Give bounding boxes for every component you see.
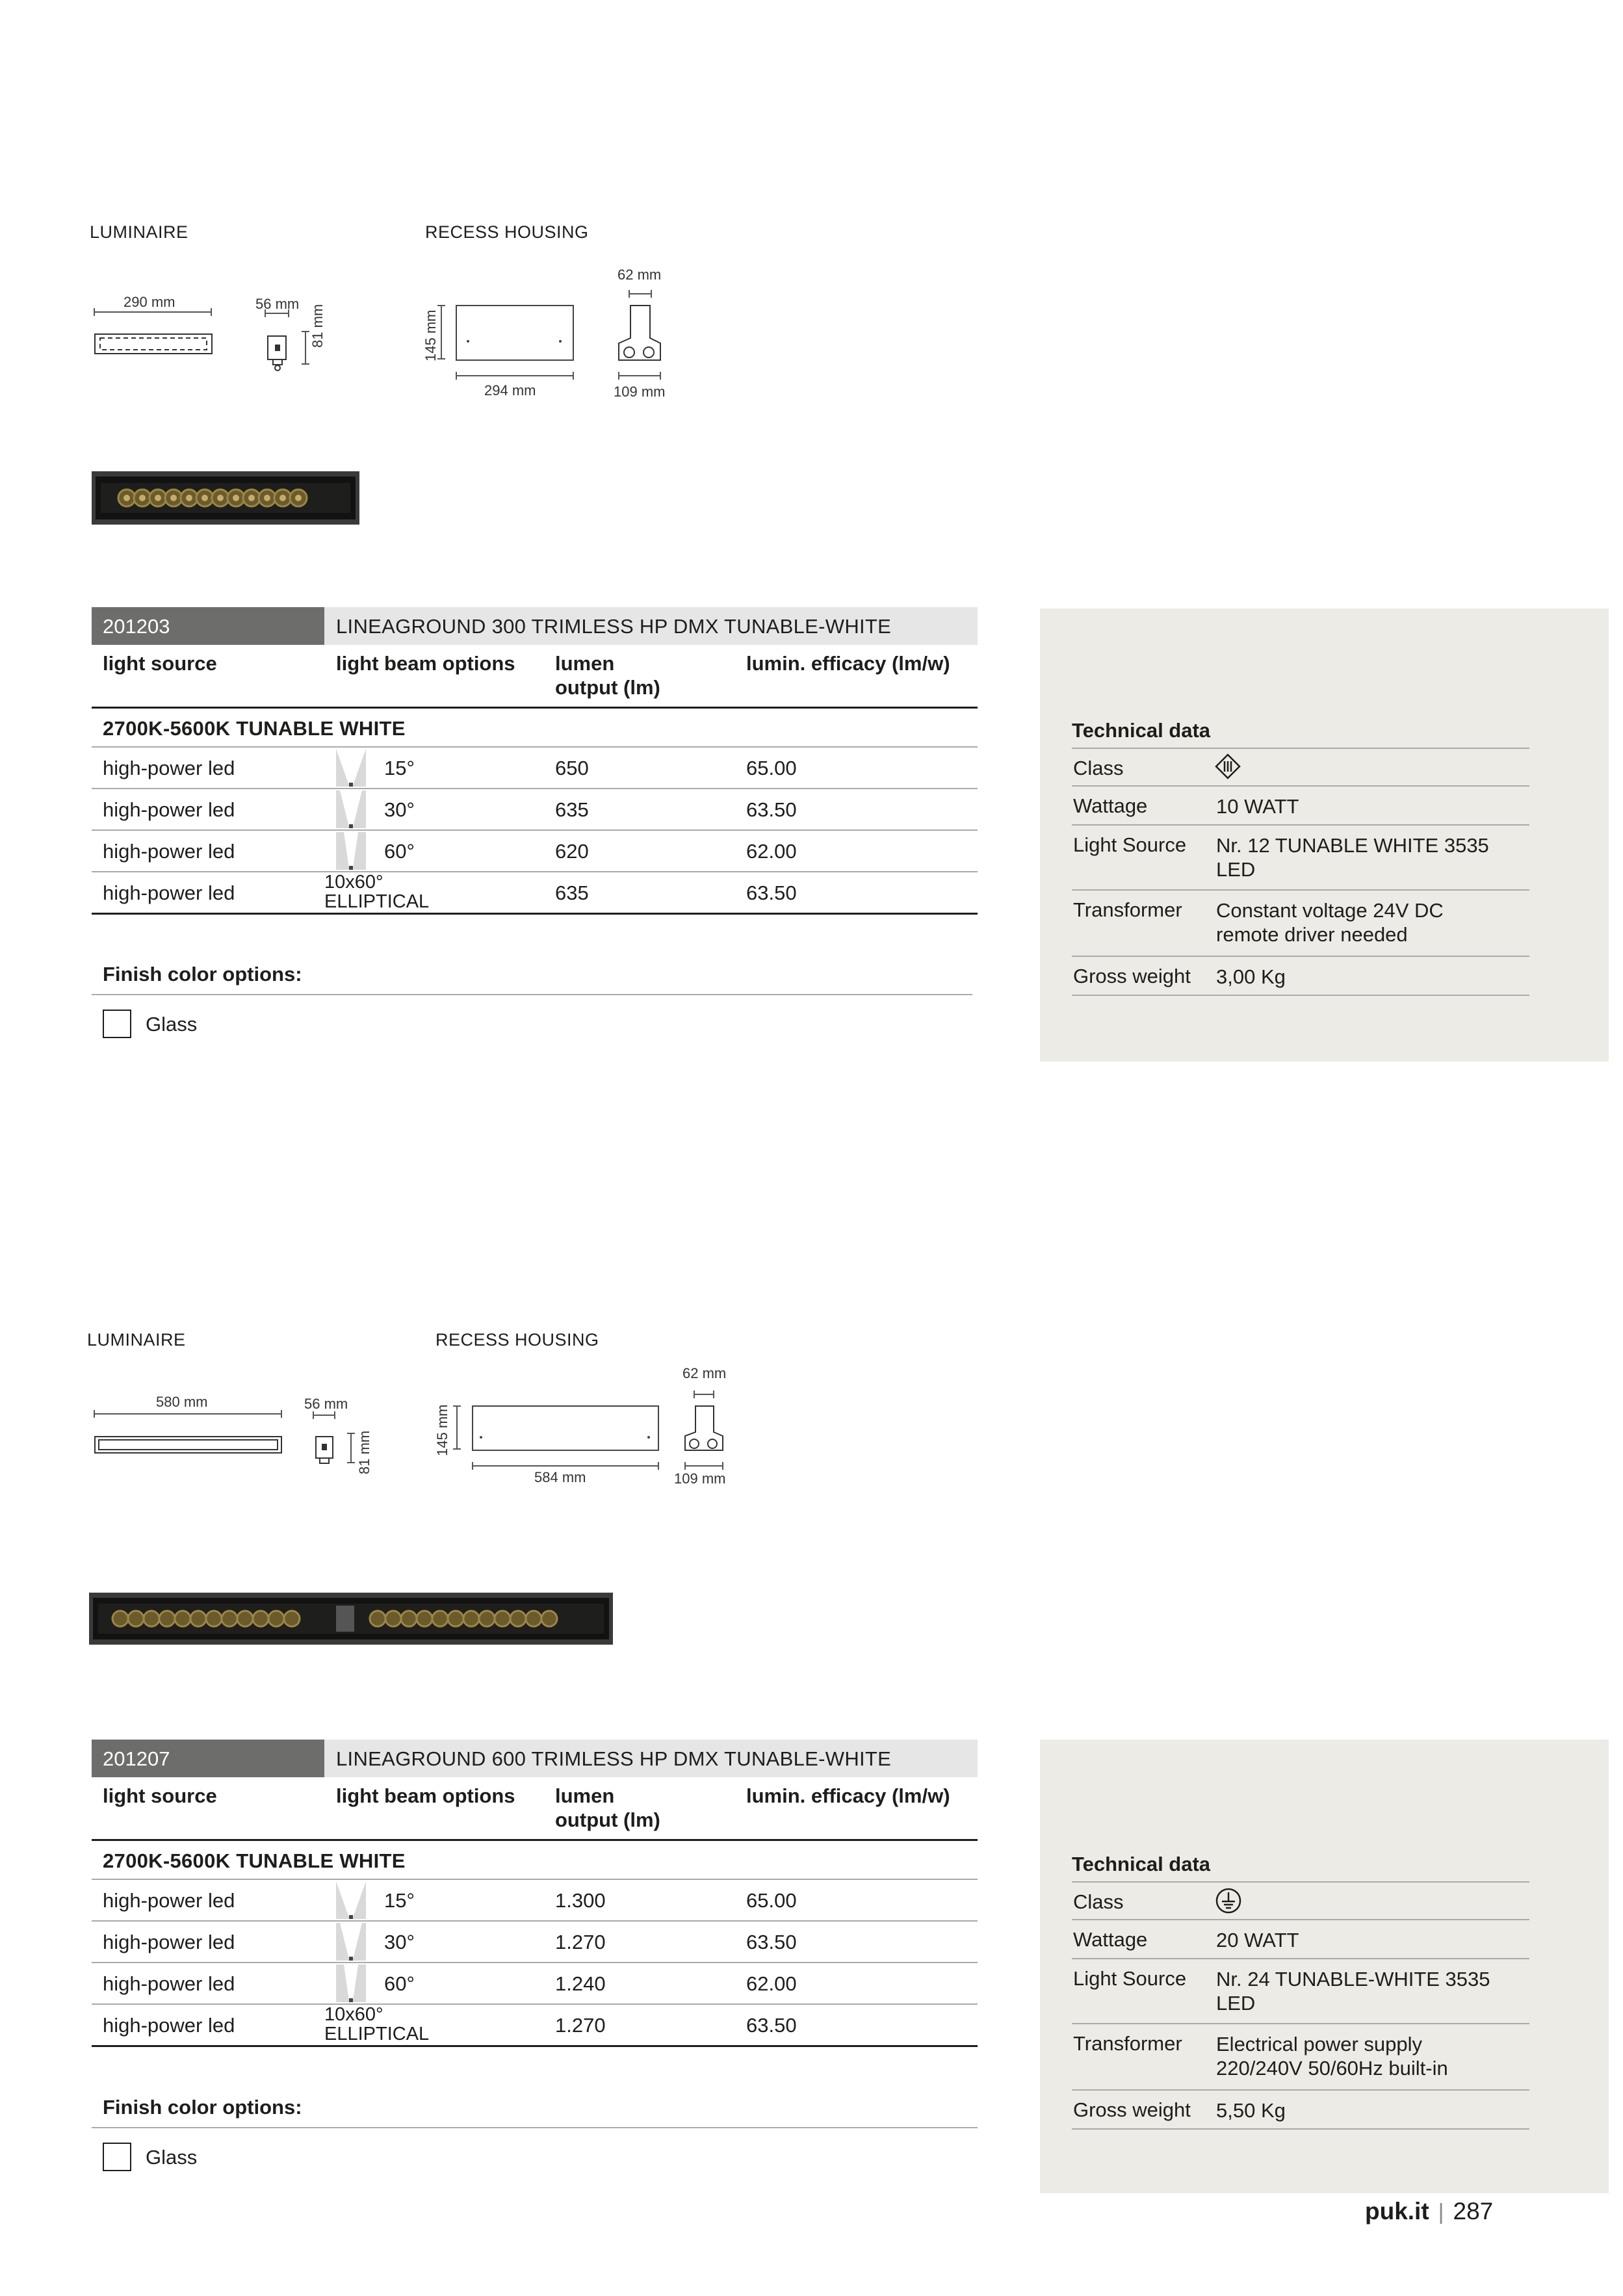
cell-lumen: 635 [555, 881, 589, 904]
cell-source: high-power led [103, 1972, 235, 1995]
cell-source: high-power led [103, 2014, 235, 2037]
dim-lum-length-1: 290 mm [123, 294, 175, 310]
col-lumen-2: output (lm) [555, 676, 660, 699]
col-lumen-2: output (lm) [555, 1808, 660, 1831]
cell-source: high-power led [103, 757, 235, 779]
technical-data-panel-2 [1040, 1740, 1609, 2193]
dim-lum-width-1: 56 mm [255, 296, 300, 312]
dim-rec-depth-1: 109 mm [614, 384, 666, 400]
dim-lum-height-2: 81 mm [356, 1430, 372, 1474]
table-row [92, 831, 978, 872]
col-efficacy: lumin. efficacy (lm/w) [746, 652, 950, 675]
dim-lum-length-2: 580 mm [156, 1394, 208, 1410]
cell-efficacy: 65.00 [746, 757, 797, 779]
cell-beam: 15° [384, 1889, 415, 1912]
tech-class-label: Class [1073, 757, 1124, 779]
tech-weight-value: 5,50 Kg [1216, 2099, 1286, 2122]
table-row [92, 789, 978, 831]
beam-medium-icon [336, 1923, 366, 1961]
tech-transformer-label: Transformer [1073, 898, 1182, 921]
finish-glass-checkbox-1[interactable] [103, 1010, 131, 1038]
dim-rec-top-2: 62 mm [682, 1365, 727, 1381]
recess-housing-label-2: RECESS HOUSING [435, 1330, 599, 1350]
finish-glass-checkbox-2[interactable] [103, 2143, 131, 2171]
col-lumen-1: lumen [555, 652, 615, 675]
tech-wattage-label: Wattage [1073, 794, 1148, 817]
tech-wattage-value: 10 WATT [1216, 795, 1299, 818]
beam-wide-icon [336, 1964, 366, 2002]
dim-rec-depth-2: 109 mm [674, 1470, 726, 1487]
table-row [92, 872, 978, 915]
col-light-source: light source [103, 652, 217, 675]
divider [92, 994, 972, 995]
tech-weight-value: 3,00 Kg [1216, 965, 1286, 988]
cell-efficacy: 62.00 [746, 840, 797, 863]
group-label: 2700K-5600K TUNABLE WHITE [103, 1849, 406, 1872]
tech-transformer-label: Transformer [1073, 2032, 1182, 2055]
col-lumen-1: lumen [555, 1784, 615, 1807]
tech-source-value: Nr. 12 TUNABLE WHITE 3535 LED [1216, 834, 1489, 881]
class-earth-icon [1215, 1887, 1242, 1914]
dim-rec-top-1: 62 mm [617, 267, 662, 283]
beam-narrow-icon [336, 749, 366, 787]
cell-lumen: 1.300 [555, 1889, 606, 1912]
cell-source: high-power led [103, 881, 235, 904]
dim-rec-length-2: 584 mm [534, 1469, 586, 1485]
luminaire-label-2: LUMINAIRE [87, 1330, 186, 1350]
tech-source-label: Light Source [1073, 1967, 1187, 1990]
tech-source-value: Nr. 24 TUNABLE-WHITE 3535 LED [1216, 1968, 1490, 2015]
beam-narrow-icon [336, 1881, 366, 1919]
col-light-source: light source [103, 1784, 217, 1807]
footer-separator: | [1438, 2200, 1444, 2224]
tech-class-label: Class [1073, 1890, 1124, 1913]
finish-title-2: Finish color options: [103, 2096, 302, 2119]
divider [92, 2127, 978, 2128]
page-number: 287 [1453, 2198, 1494, 2224]
technical-data-panel-1 [1040, 608, 1609, 1062]
tech-transformer-value: Electrical power supply 220/240V 50/60Hz built-in [1216, 2033, 1448, 2080]
dim-rec-length-1: 294 mm [484, 382, 536, 398]
table-row [92, 2005, 978, 2047]
col-beam-options: light beam options [336, 652, 515, 675]
cell-beam: 60° [384, 840, 415, 863]
page-footer [1365, 2198, 1493, 2225]
cell-lumen: 635 [555, 798, 589, 821]
class-iii-icon [1215, 753, 1241, 779]
product-code: 201207 [92, 1740, 324, 1777]
finish-glass-label-2: Glass [146, 2146, 198, 2169]
table-row [92, 1880, 978, 1922]
finish-title-1: Finish color options: [103, 963, 302, 985]
cell-beam: 60° [384, 1972, 415, 1995]
cell-efficacy: 65.00 [746, 1889, 797, 1912]
tech-weight-label: Gross weight [1073, 2098, 1191, 2121]
cell-beam: 10x60° ELLIPTICAL [324, 872, 430, 912]
cell-source: high-power led [103, 1889, 235, 1912]
product-name: LINEAGROUND 600 TRIMLESS HP DMX TUNABLE-WHITE [324, 1740, 978, 1777]
product-name: LINEAGROUND 300 TRIMLESS HP DMX TUNABLE-WHITE [324, 607, 978, 645]
cell-beam: 10x60° ELLIPTICAL [324, 2004, 430, 2044]
product-photo-1 [92, 471, 359, 525]
dim-rec-height-1: 145 mm [422, 309, 439, 361]
col-beam-options: light beam options [336, 1784, 515, 1807]
cell-efficacy: 63.50 [746, 798, 797, 821]
col-efficacy: lumin. efficacy (lm/w) [746, 1784, 950, 1807]
tech-source-label: Light Source [1073, 833, 1187, 856]
product-table-2 [92, 1740, 978, 2047]
table-row [92, 1922, 978, 1963]
group-label: 2700K-5600K TUNABLE WHITE [103, 717, 406, 740]
tech-title: Technical data [1072, 1853, 1529, 1883]
luminaire-label-1: LUMINAIRE [90, 222, 188, 242]
beam-medium-icon [336, 790, 366, 828]
tech-transformer-value: Constant voltage 24V DC remote driver needed [1216, 899, 1444, 946]
cell-source: high-power led [103, 840, 235, 863]
cell-lumen: 1.240 [555, 1972, 606, 1995]
tech-title: Technical data [1072, 719, 1529, 749]
cell-beam: 15° [384, 757, 415, 779]
beam-wide-icon [336, 832, 366, 870]
product-table-1 [92, 607, 978, 915]
technical-drawing-2 [91, 1401, 741, 1485]
product-photo-2 [89, 1593, 613, 1645]
finish-glass-label-1: Glass [146, 1013, 198, 1036]
site-link[interactable]: puk.it [1365, 2198, 1429, 2224]
tech-weight-label: Gross weight [1073, 965, 1191, 987]
table-row [92, 1963, 978, 2005]
cell-efficacy: 62.00 [746, 1972, 797, 1995]
cell-lumen: 620 [555, 840, 589, 863]
tech-wattage-label: Wattage [1073, 1928, 1148, 1951]
table-row [92, 748, 978, 789]
cell-efficacy: 63.50 [746, 2014, 797, 2037]
tech-wattage-value: 20 WATT [1216, 1929, 1299, 1951]
cell-lumen: 1.270 [555, 1931, 606, 1953]
cell-source: high-power led [103, 798, 235, 821]
cell-efficacy: 63.50 [746, 1931, 797, 1953]
cell-beam: 30° [384, 1931, 415, 1953]
cell-source: high-power led [103, 1931, 235, 1953]
cell-lumen: 1.270 [555, 2014, 606, 2037]
dim-lum-height-1: 81 mm [309, 304, 326, 348]
cell-lumen: 650 [555, 757, 589, 779]
dim-rec-height-2: 145 mm [434, 1404, 450, 1456]
cell-beam: 30° [384, 798, 415, 821]
recess-housing-label-1: RECESS HOUSING [425, 222, 589, 242]
dim-lum-width-2: 56 mm [304, 1396, 348, 1412]
product-code: 201203 [92, 607, 324, 645]
cell-efficacy: 63.50 [746, 881, 797, 904]
technical-drawing-1 [91, 306, 676, 390]
